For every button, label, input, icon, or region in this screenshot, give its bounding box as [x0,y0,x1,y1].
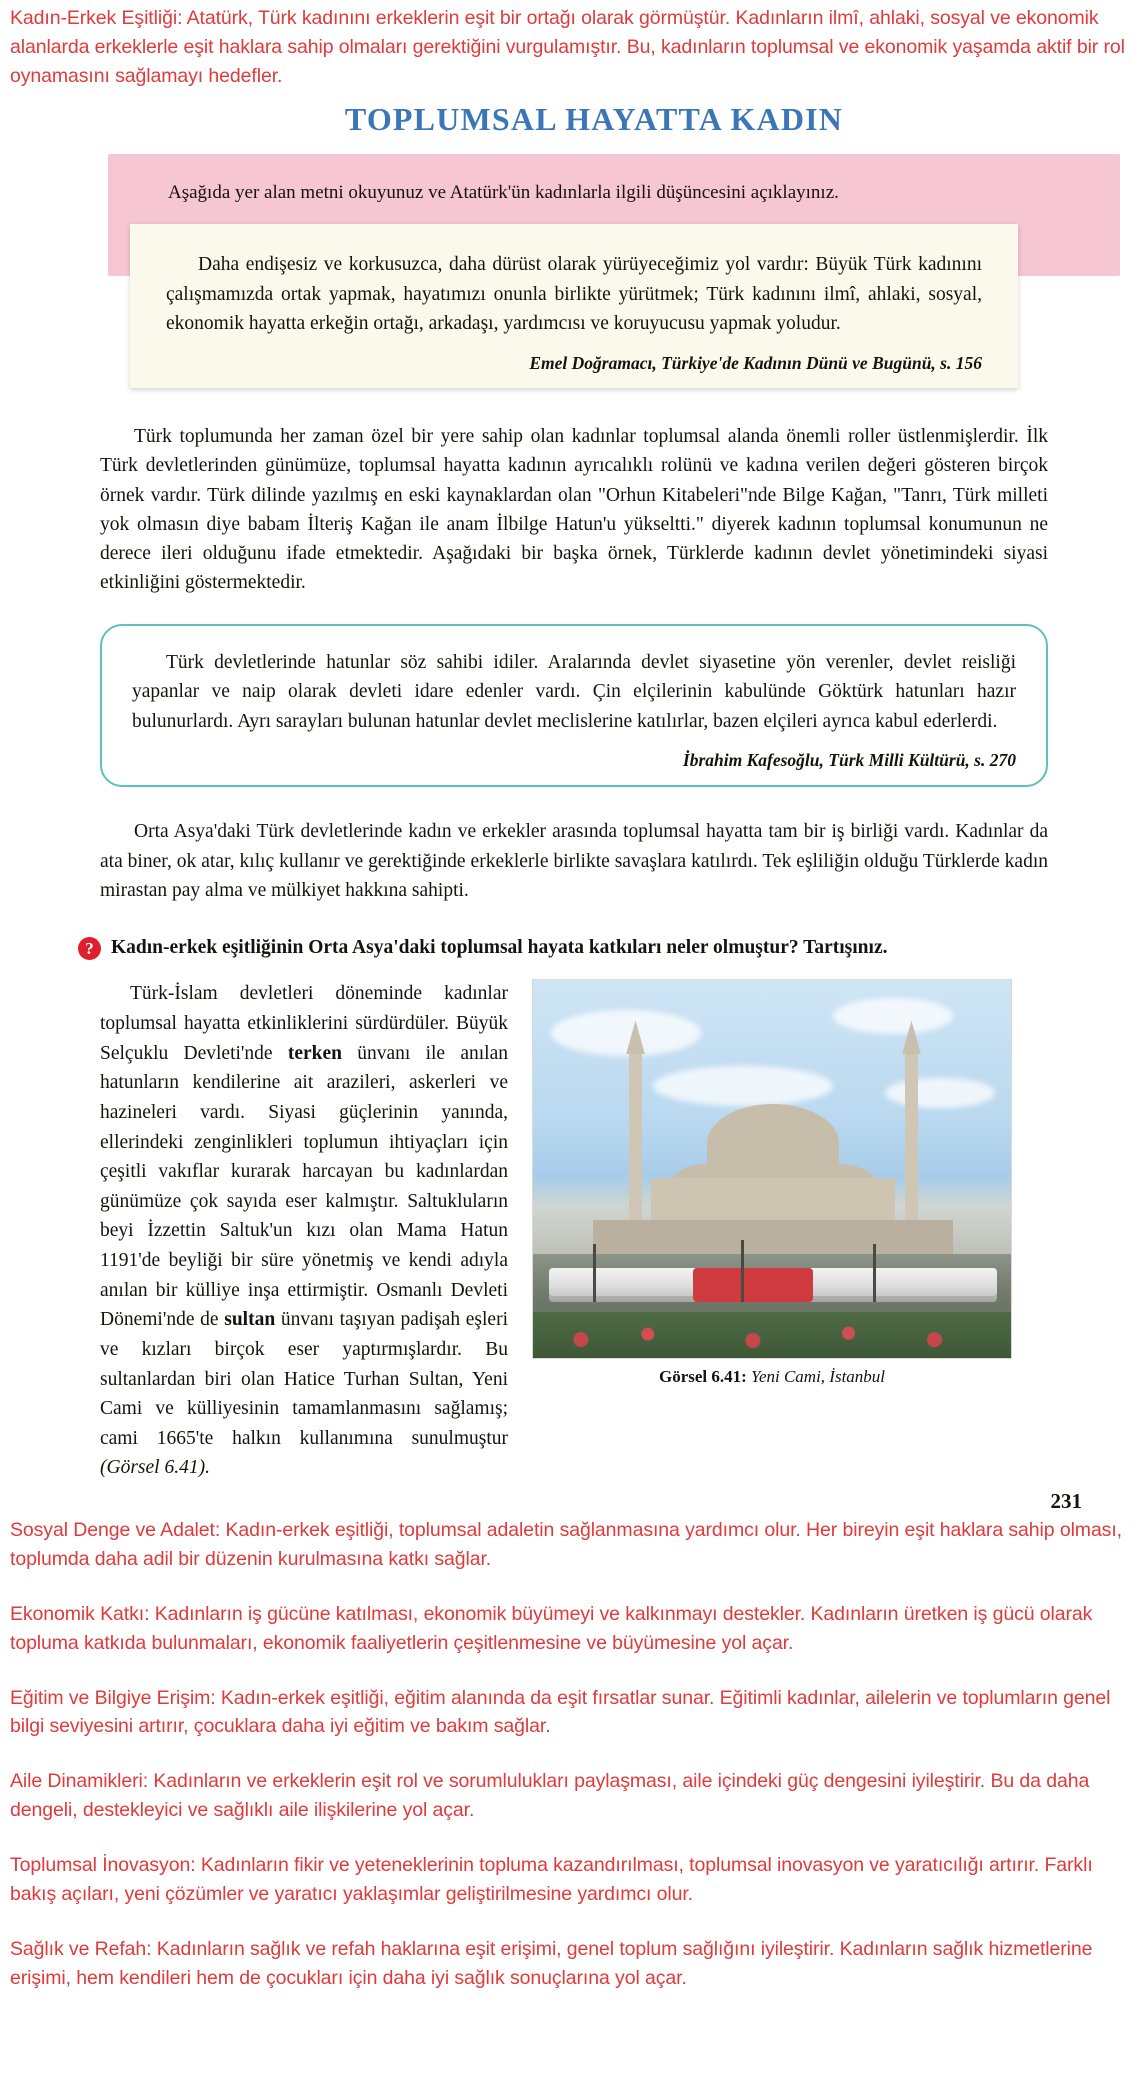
minaret-icon [629,1053,642,1240]
cloud-icon [833,998,953,1034]
cloud-icon [653,1066,833,1106]
cloud-icon [885,1078,995,1108]
flower-bed [533,1312,1011,1358]
main-dome [707,1104,839,1182]
discussion-question [78,935,1048,961]
pole [593,1244,596,1302]
term-sultan: sultan [224,1309,276,1331]
cloud-icon [551,1010,701,1056]
question-mark-icon: ? [78,937,101,960]
mosque-base [593,1220,953,1254]
page-number: 231 [1050,1489,1082,1514]
body-paragraph-1: Türk toplumunda her zaman özel bir yere sahip olan kadınlar toplumsal alanda önemli roller üstlenmişlerdir. İlk Türk devletlerinden günümüze, toplumsal hayatta kadının ayrıcalıklı rolünü ve kadına verilen değeri gösteren birçok örnek vardır. Türk dilinde yazılmış en eski kaynaklardan olan "Orhun Kitabeleri"nde Bilge Kağan, "Tanrı, Türk milleti yok olmasın diye babam İlteriş Kağan ile anam İlbilge Hatun'u yükseltti." diyerek kadının toplumsal konumunun ne derece ileri olduğunu ifade etmektedir. Aşağıdaki bir başka örnek, Türklerde kadının devlet yönetimindeki siyasi etkinliğini göstermektedir. [100,426,1048,594]
column-text-part-3: ünvanı taşıyan padişah eşleri ve kızları birçok eser yaptırmışlardır. Bu sultanlardan biri olan Hatice Turhan Sultan, Yeni Cami ve külliyesinin tamamlanmasını sağlamış; cami 1665'te halkın kullanımına sunulmuştur [100,1309,508,1449]
mosque-photo [532,979,1012,1359]
activity-instruction: Aşağıda yer alan metni okuyunuz ve Atatürk'ün kadınlarla ilgili düşüncesini açıklayınız. [168,181,839,203]
annotation-top: Kadın-Erkek Eşitliği: Atatürk, Türk kadınını erkeklerin eşit bir ortağı olarak görmüştür. Kadınların ilmî, ahlaki, sosyal ve ekonomik alanlarda erkeklerle eşit haklara sahip olmaları gerektiğini vurgulamıştır. Bu, kadınların toplumsal ve ekonomik yaşamda aktif bir rol oynamasını sağlamayı hedefler. [10,7,1125,87]
quote-text: Daha endişesiz ve korkusuzca, daha dürüst olarak yürüyeceğimiz yol vardır: Büyük Türk kadınını çalışmamızda ortak yapmak, hayatımızı onunla birlikte yürütmek; Türk kadınını ilmî, ahlaki, sosyal, ekonomik hayatta erkeğin ortağı, arkadaşı, yardımcısı ve koruyucusu yapmak yoludur. [166,254,982,335]
figure-caption-text: Yeni Cami, İstanbul [746,1367,886,1387]
annotation-item: Ekonomik Katkı: Kadınların iş gücüne katılması, ekonomik büyümeyi ve kalkınmayı destekler. Kadınların üretken iş gücü olarak topluma katkıda bulunmaları, ekonomik faaliyetlerin çeşitlenmesine ve büyümesine yol açar. [10,1602,1093,1654]
column-text [100,979,508,1483]
term-terken: terken [287,1042,342,1064]
figure-caption [532,1367,1012,1387]
column-text-part-2: ünvanı ile anılan hatunların kendilerine ait arazileri, askerleri ve hazineleri vardı. Siyasi güçlerinin yanında, ellerindeki zenginlikleri toplumun ihtiyaçları için çeşitli vakıflar kurarak harcayan bu kadınlardan günümüze çok sayıda eser kalmıştır. Saltukluların beyi İzzettin Saltuk'un kızı olan Mama Hatun 1191'de beyliği bir süre yönetmiş ve kendi adıyla anılan bir külliye inşa ettirmiştir. Osmanlı Devleti Dönemi'nde de [100,1042,508,1331]
column-text-part-1: Türk-İslam devletleri döneminde kadınlar toplumsal hayatta etkinliklerini sürdürdüler. Büyük Selçuklu Devleti'nde [100,983,508,1064]
body-section-2 [0,817,1148,905]
annotation-item: Toplumsal İnovasyon: Kadınların fikir ve yeteneklerinin topluma kazandırılması, toplumsal inovasyon ve yaratıcılığı artırır. Farklı bakış açıları, yeni çözümler ve yaratıcı yaklaşımlar geliştirilmesine yardımcı olur. [10,1853,1093,1905]
annotation-item: Eğitim ve Bilgiye Erişim: Kadın-erkek eşitliği, eğitim alanında da eşit fırsatlar sunar. Eğitimli kadınlar, ailelerin ve toplumların genel bilgi seviyesini artırır, çocuklara daha iyi eğitim ve bakım sağlar. [10,1686,1111,1738]
annotation-item: Aile Dinamikleri: Kadınların ve erkeklerin eşit rol ve sorumlulukları paylaşması, aile içindeki güç dengesini iyileştirir. Bu da daha dengeli, destekleyici ve sağlıklı aile ilişkilerine yol açar. [10,1770,1090,1822]
section-title: TOPLUMSAL HAYATTA KADIN [344,100,844,137]
pole [873,1244,876,1302]
minaret-icon [905,1053,918,1240]
tram-red-car [693,1268,813,1302]
pole [741,1240,744,1302]
figure-block [532,979,1012,1387]
teal-quote-text: Türk devletlerinde hatunlar söz sahibi idiler. Aralarında devlet siyasetine yön verenler, devlet reisliği yapanlar ve naip olarak devleti idare edenler vardı. Çin elçilerinin kabulünde Göktürk hatunları hazır bulunurlardı. Ayrı sarayları bulunan hatunlar devlet meclislerine katılırlar, bazen elçileri ayrıca kabul ederlerdi. [132,651,1016,732]
annotations-bottom [0,1514,1148,1992]
body-section-1 [0,422,1148,598]
annotation-item: Sosyal Denge ve Adalet: Kadın-erkek eşitliği, toplumsal adaletin sağlanmasına yardımcı olur. Her bireyin eşit haklara sahip olması, toplumda daha adil bir düzenin kurulmasına katkı sağlar. [10,1519,1122,1570]
two-column-section [0,979,1148,1483]
body-paragraph-2: Orta Asya'daki Türk devletlerinde kadın ve erkekler arasında toplumsal hayatta tam bir iş birliği vardı. Kadınlar da ata biner, ok atar, kılıç kullanır ve gerektiğinde erkeklerle birlikte savaşlara katılırdı. Tek eşliliğin olduğu Türklerde kadın mirastan pay alma ve mülkiyet hakkına sahipti. [100,821,1048,901]
figure-reference: (Görsel 6.41). [100,1457,210,1479]
question-text: Kadın-erkek eşitliğinin Orta Asya'daki toplumsal hayata katkıları neler olmuştur? Tartışınız. [111,937,888,959]
quote-source: Emel Doğramacı, Türkiye'de Kadının Dünü ve Bugünü, s. 156 [529,353,982,374]
teal-quote-box [100,624,1048,788]
teal-quote-source: İbrahim Kafesoğlu, Türk Milli Kültürü, s. 270 [682,750,1016,771]
figure-caption-label: Görsel 6.41: [658,1367,747,1387]
quote-card [130,224,1018,388]
annotation-item: Sağlık ve Refah: Kadınların sağlık ve refah haklarına eşit erişimi, genel toplum sağlığını iyileştirir. Kadınların sağlık hizmetlerine erişimi, hem kendileri hem de çocukları için daha iyi sağlık sonuçlarına yol açar. [10,1937,1093,1989]
column-paragraph [100,979,508,1483]
